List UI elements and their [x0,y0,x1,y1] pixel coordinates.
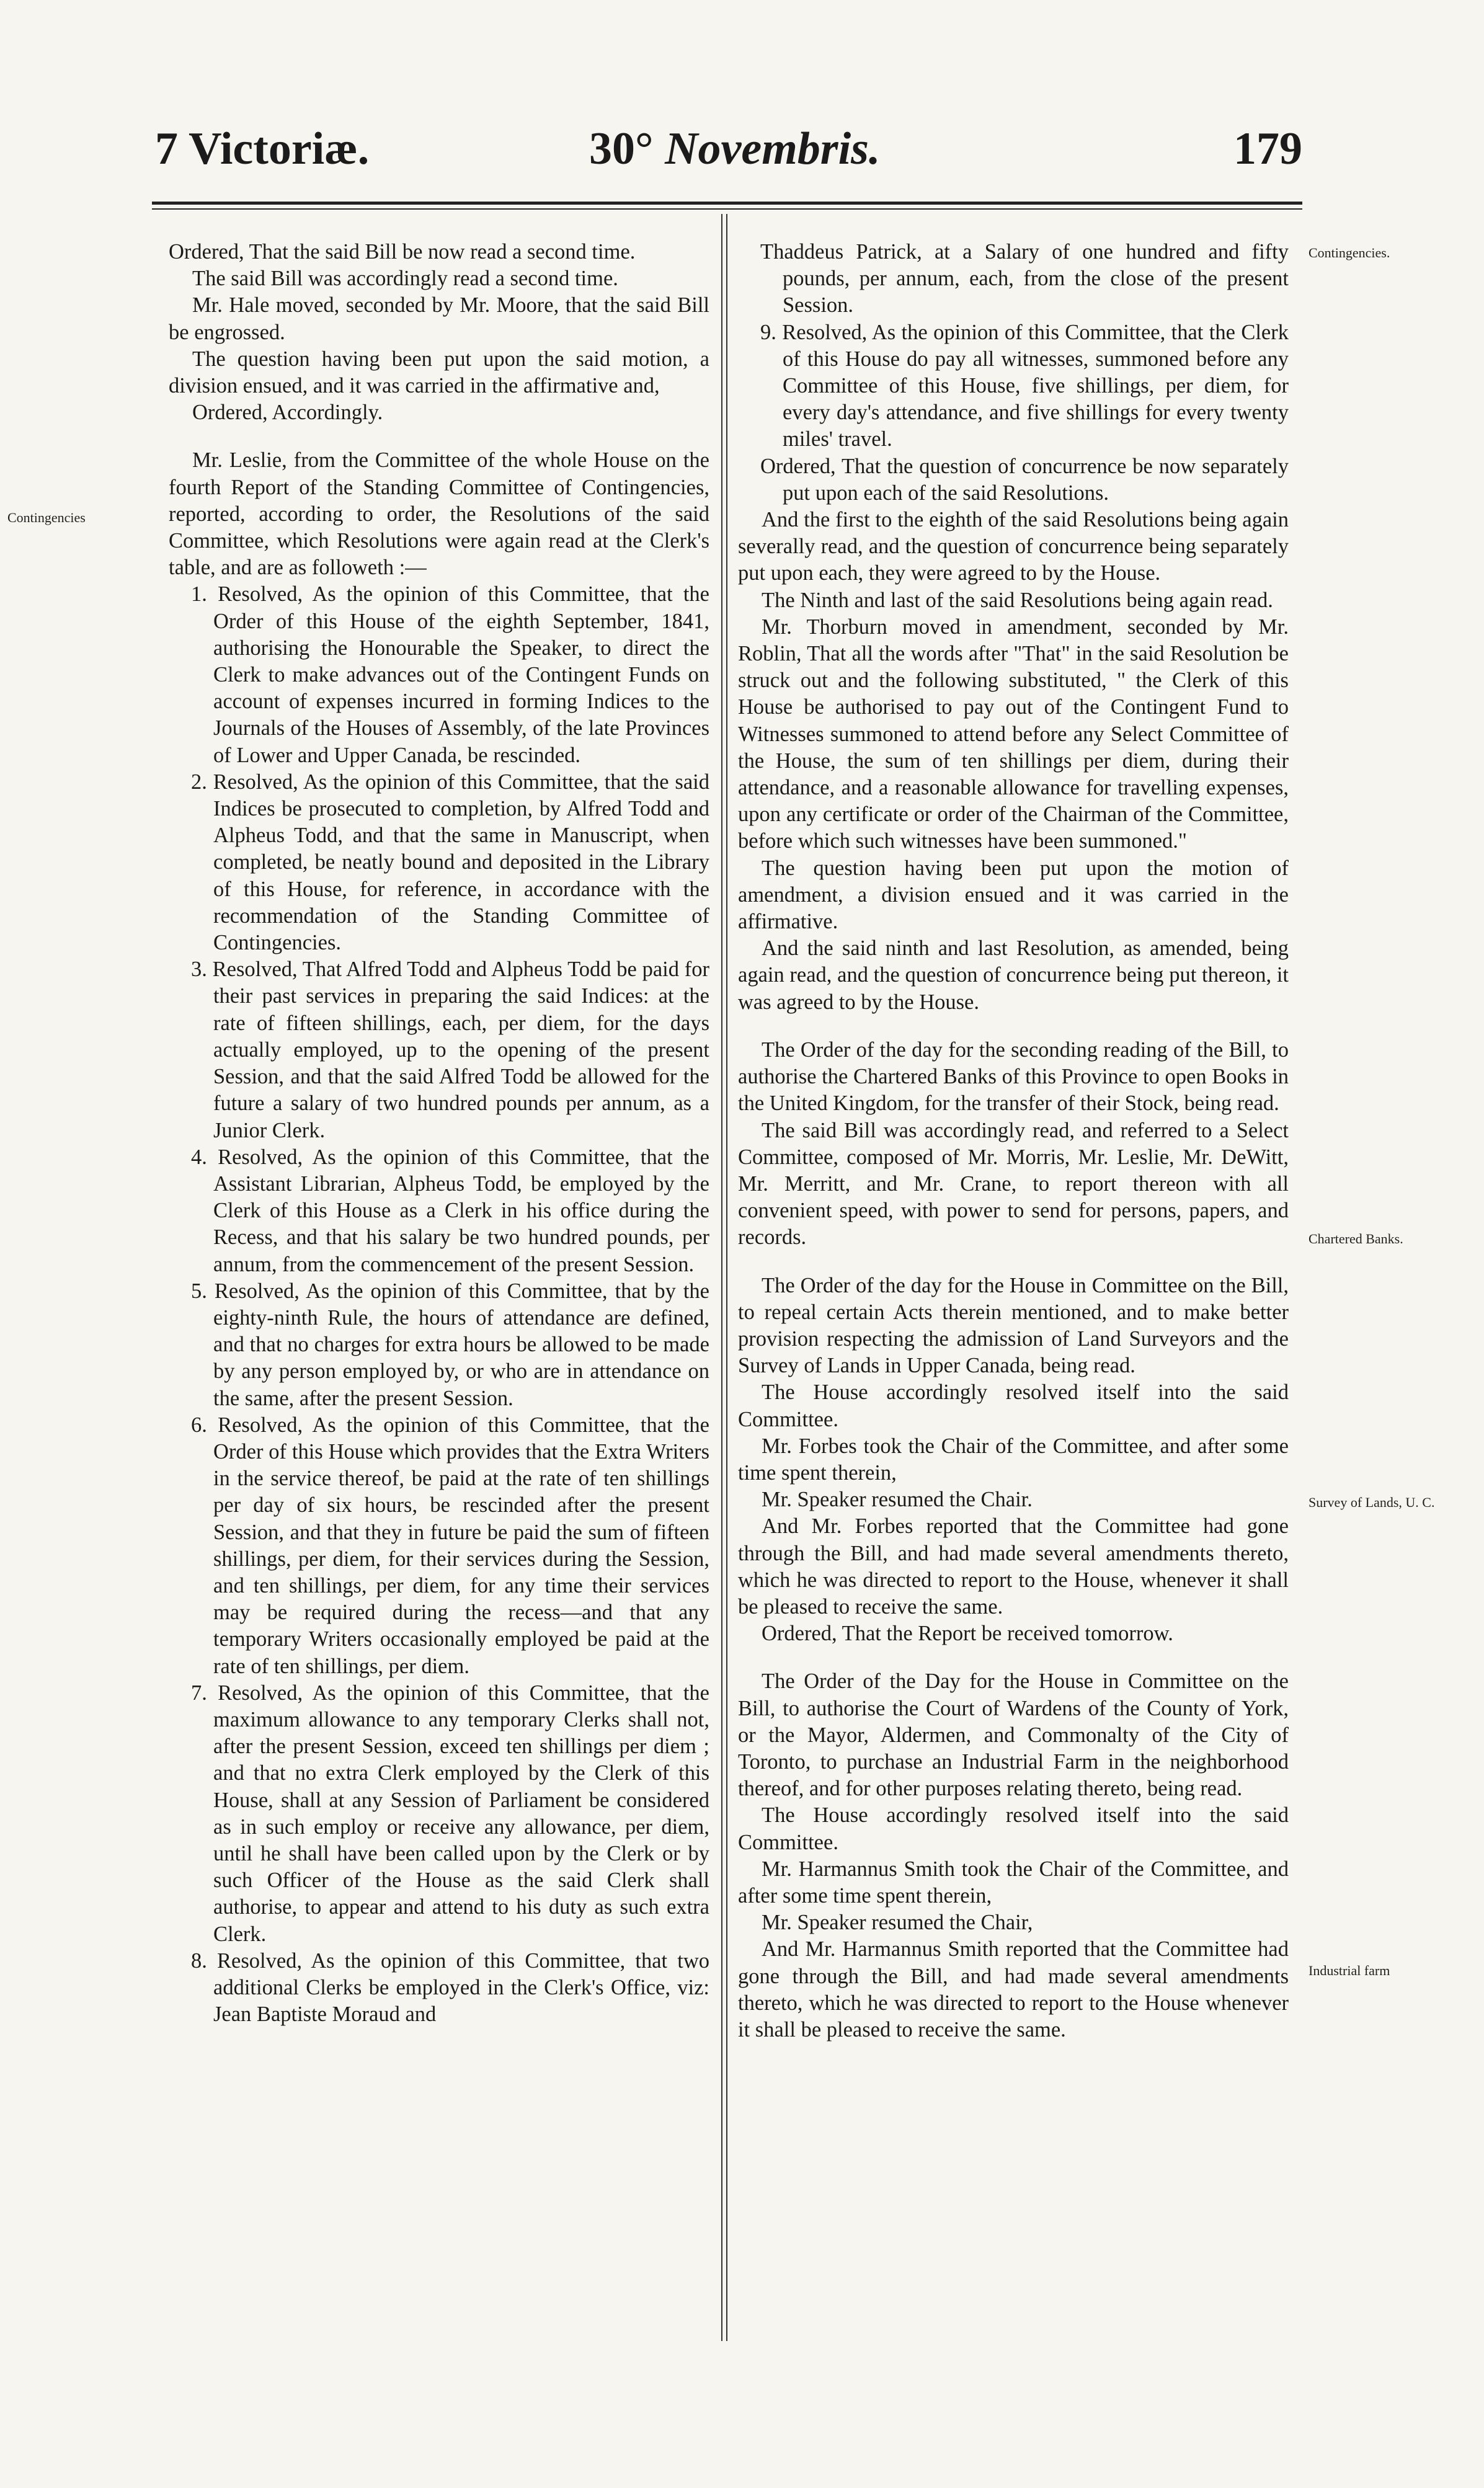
page-header [155,115,1302,183]
paragraph: Mr. Hale moved, seconded by Mr. Moore, that the said Bill be engrossed. [169,293,709,344]
resolution-item: 9. Resolved, As the opinion of this Committee, that the Clerk of this House do pay all witnesses, summoned before any Committee of this House, five shillings, per diem, for every day's attendance, and five shillings for every twenty miles' travel. [760,320,1289,451]
paragraph: Ordered, That the question of concurrence be now separately put upon each of the said Resolutions. [760,454,1289,505]
paragraph: And Mr. Forbes reported that the Committee had gone through the Bill, and had made several amendments thereto, which he was directed to report to the House, whenever it shall be pleased to receive the same. [738,1514,1289,1619]
paragraph: The Order of the day for the seconding reading of the Bill, to authorise the Chartered Banks of this Province to open Books in the United Kingdom, for the transfer of their Stock, being read. [738,1037,1289,1116]
regnal-year: 7 Victoriæ. [155,123,370,174]
paragraph: The House accordingly resolved itself into the said Committee. [738,1803,1289,1854]
paragraph: Thaddeus Patrick, at a Salary of one hundred and fifty pounds, per annum, each, from the close of the present Session. [760,240,1289,318]
column-divider-right [726,214,727,2341]
resolution-item: 3. Resolved, That Alfred Todd and Alpheus Todd be paid for their past services in preparing the said Indices: at the rate of fifteen shillings, each, per diem, for the days actually employed, up to the opening of the present Session, and that the said Alfred Todd be allowed for the future a salary of two hundred pounds per annum, as a Junior Clerk. [191,957,709,1142]
paragraph: And the first to the eighth of the said Resolutions being again severally read, and the question of concurrence being separately put upon each, they were agreed to by the House. [738,508,1289,585]
header-rule-thin [152,208,1302,210]
paragraph: Ordered, That the said Bill be now read a second time. [169,240,636,264]
margin-note-contingencies-left: Contingencies [7,510,86,525]
paragraph: Ordered, Accordingly. [192,401,383,425]
paragraph: Ordered, That the Report be received tomorrow. [762,1622,1173,1646]
paragraph: The House accordingly resolved itself into the said Committee. [738,1380,1289,1431]
date-month: Novembris. [665,123,881,174]
margin-note-chartered-banks: Chartered Banks. [1308,1231,1403,1246]
paragraph: Mr. Forbes took the Chair of the Committee, and after some time spent therein, [738,1434,1289,1485]
date-day: 30° [589,123,654,174]
resolution-item: 8. Resolved, As the opinion of this Committee, that two additional Clerks be employed in the Clerk's Office, viz: Jean Baptiste Moraud and [191,1948,709,2027]
resolution-item: 1. Resolved, As the opinion of this Committee, that the Order of this House of the eighth September, 1841, authorising the Honourable the Speaker, to direct the Clerk to make advances out of the Contingent Funds on account of expenses incurred in forming Indices to the Journals of the Houses of Assembly, of the late Provinces of Lower and Upper Canada, be rescinded. [191,582,709,767]
resolution-item: 5. Resolved, As the opinion of this Committee, that by the eighty-ninth Rule, the hours of attendance are defined, and that no charges for extra hours be allowed to be made by any person employed by, or who are in attendance on the same, after the present Session. [191,1279,709,1410]
paragraph: And the said ninth and last Resolution, as amended, being again read, and the question of concurrence being put thereon, it was agreed to by the House. [738,936,1289,1014]
paragraph: Mr. Speaker resumed the Chair, [762,1911,1033,1935]
paragraph: Mr. Harmannus Smith took the Chair of the Committee, and after some time spent therein, [738,1857,1289,1908]
paragraph: The Ninth and last of the said Resolutions being again read. [762,588,1273,612]
resolution-item: 6. Resolved, As the opinion of this Committee, that the Order of this House which provides that the Extra Writers in the service thereof, be paid at the rate of ten shillings per day of six hours, be rescinded after the present Session, and that they in future be paid the sum of fifteen shillings, per diem, for their services during the Session, and ten shillings, per diem, for any time their services may be required during the recess—and that any temporary Writers occasionally employed be paid at the rate of ten shillings, per diem. [191,1413,709,1678]
margin-note-industrial-farm: Industrial farm [1308,1963,1390,1978]
margin-note-survey-lands: Survey of Lands, U. C. [1308,1495,1435,1510]
column-divider-left [721,214,722,2341]
session-date [589,115,880,183]
resolution-item: 4. Resolved, As the opinion of this Committee, that the Assistant Librarian, Alpheus Todd, be employed by the Clerk of this House as a Clerk in his office during the Recess, and that his salary be two hundred pounds, per annum, from the commencement of the present Session. [191,1145,709,1276]
paragraph: The said Bill was accordingly read a second time. [192,267,618,291]
paragraph: Mr. Thorburn moved in amendment, seconded by Mr. Roblin, That all the words after "That" in the said Resolution be struck out and the following substituted, " the Clerk of this House be authorised to pay out of the Contingent Fund to Witnesses summoned to attend before any Select Committee of the House, the sum of ten shillings per diem, during their attendance, and a reasonable allowance for travelling expenses, upon any certificate or order of the Chairman of the Committee, before which such witnesses have been summoned." [738,615,1289,853]
resolution-item: 7. Resolved, As the opinion of this Committee, that the maximum allowance to any temporary Clerks shall not, after the present Session, exceed ten shillings per diem ; and that no extra Clerk employed by the Clerk of this House, shall at any Session of Parliament be considered as in such employ or receive any allowance, per diem, until he shall have been called upon by the Clerk or by such Officer of the House as the said Clerk shall authorise, to appear and attend to his duty as such extra Clerk. [191,1681,709,1946]
paragraph: Mr. Speaker resumed the Chair. [762,1488,1033,1512]
margin-note-contingencies-right: Contingencies. [1308,245,1390,260]
paragraph: Mr. Leslie, from the Committee of the whole House on the fourth Report of the Standing Committee of Contingencies, reported, according to order, the Resolutions of the said Committee, which Resolutions were again read at the Clerk's table, and are as followeth :— [169,448,709,580]
paragraph: The Order of the Day for the House in Committee on the Bill, to authorise the Court of Wardens of the County of York, or the Mayor, Aldermen, and Commonalty of the City of Toronto, to purchase an Industrial Farm in the neighborhood thereof, and for other purposes relating thereto, being read. [738,1669,1289,1801]
paragraph: The question having been put upon the motion of amendment, a division ensued and it was carried in the affirmative. [738,856,1289,934]
page-number: 179 [1233,123,1302,174]
header-rule-thick [152,202,1302,205]
paragraph: The said Bill was accordingly read, and referred to a Select Committee, composed of Mr. Morris, Mr. Leslie, Mr. DeWitt, Mr. Merritt, and Mr. Crane, to report thereon with all convenient speed, with power to send for persons, papers, and records. [738,1118,1289,1250]
left-column [169,239,709,2028]
paragraph: And Mr. Harmannus Smith reported that the Committee had gone through the Bill, and had made several amendments thereto, which he was directed to report to the House whenever it shall be pleased to receive the same. [738,1937,1289,2041]
right-column [738,239,1289,2043]
resolution-item: 2. Resolved, As the opinion of this Committee, that the said Indices be prosecuted to completion, by Alfred Todd and Alpheus Todd, and that the same in Manuscript, when completed, be neatly bound and deposited in the Library of this House, for reference, in accordance with the recommendation of the Standing Committee of Contingencies. [191,770,709,955]
paragraph: The Order of the day for the House in Committee on the Bill, to repeal certain Acts therein mentioned, and to make better provision respecting the admission of Land Surveyors and the Survey of Lands in Upper Canada, being read. [738,1273,1289,1378]
paragraph: The question having been put upon the said motion, a division ensued, and it was carried in the affirmative and, [169,347,709,398]
